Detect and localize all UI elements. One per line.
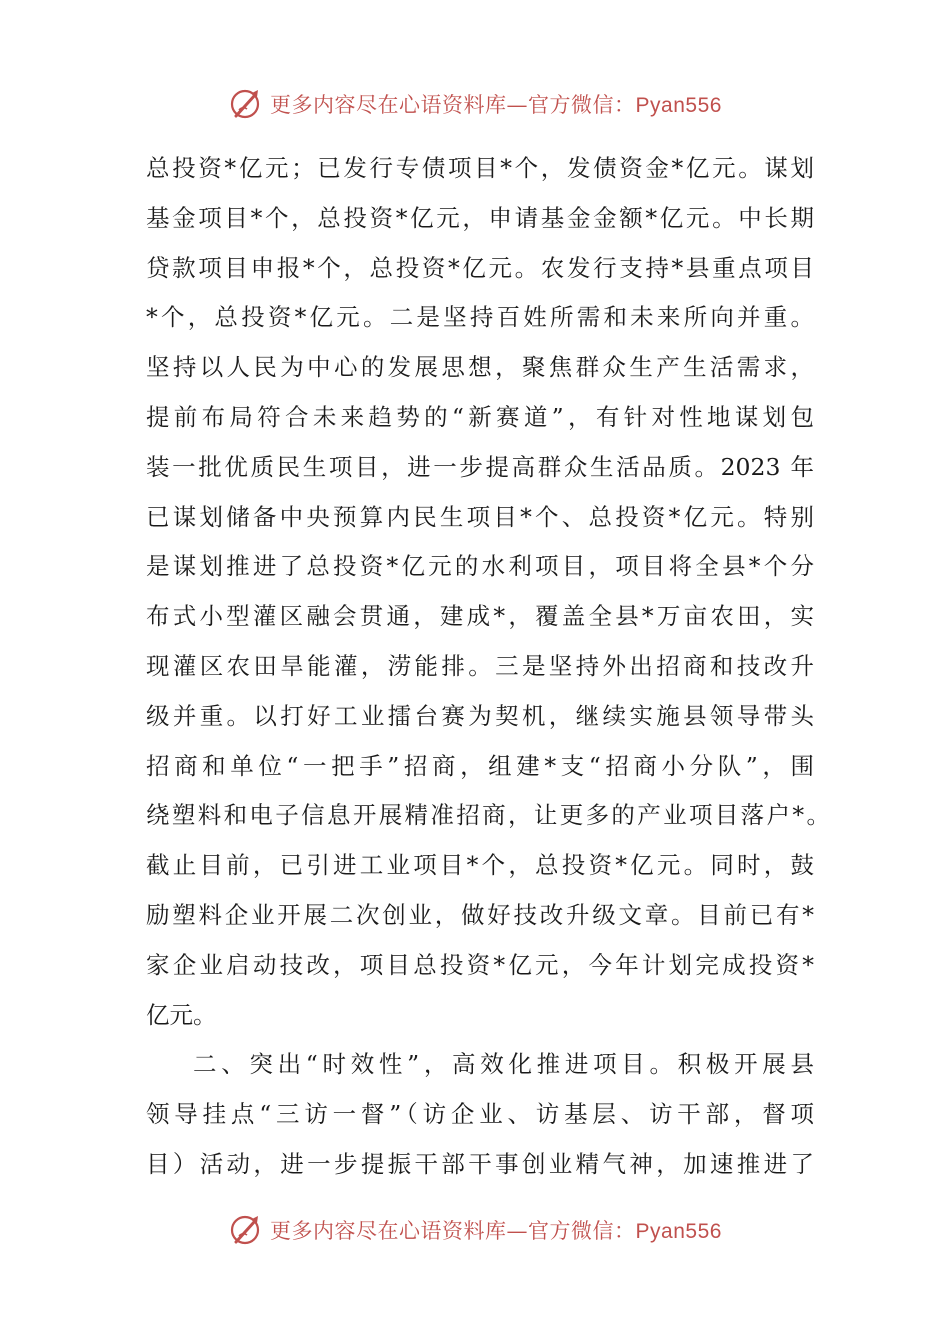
paragraph-line: 亿元。 (146, 1000, 217, 1029)
document-body (146, 144, 830, 1190)
watermark-handle: Pyan556 (635, 94, 722, 117)
paragraph-line: 是谋划推进了总投资*亿元的水利项目，项目将全县*个分 (146, 552, 814, 581)
paragraph-line: 励塑料企业开展二次创业，做好技改升级文章。目前已有* (146, 900, 814, 929)
watermark-handle: Pyan556 (635, 1220, 722, 1243)
paragraph-line: 家企业启动技改，项目总投资*亿元，今年计划完成投资* (146, 950, 814, 979)
paragraph-line: 提前布局符合未来趋势的“新赛道”，有针对性地谋划包 (146, 402, 814, 431)
paragraph-line: 坚持以人民为中心的发展思想，聚焦群众生产生活需求， (146, 353, 814, 382)
paragraph-line: 截止目前，已引进工业项目*个，总投资*亿元。同时，鼓 (146, 851, 814, 880)
paragraph-line: 总投资*亿元；已发行专债项目*个，发债资金*亿元。谋划 (146, 154, 814, 182)
paragraph-line: 布式小型灌区融会贯通，建成*，覆盖全县*万亩农田，实 (146, 602, 814, 631)
watermark-text: 更多内容尽在心语资料库—官方微信：Pyan556 (270, 1219, 722, 1243)
paragraph-line: *个，总投资*亿元。二是坚持百姓所需和未来所向并重。 (146, 303, 814, 332)
watermark-text: 更多内容尽在心语资料库—官方微信：Pyan556 (270, 93, 722, 117)
pen-logo-icon (228, 86, 264, 122)
paragraph-line: 级并重。以打好工业擂台赛为契机，继续实施县领导带头 (146, 701, 814, 730)
paragraph-line: 领导挂点“三访一督”（访企业、访基层、访干部，督项 (146, 1100, 814, 1129)
paragraph-line: 贷款项目申报*个，总投资*亿元。农发行支持*县重点项目 (146, 253, 814, 282)
paragraph-line: 目）活动，进一步提振干部干事创业精气神，加速推进了 (146, 1149, 814, 1178)
paragraph-line: 绕塑料和电子信息开展精准招商，让更多的产业项目落户*。 (146, 801, 830, 830)
pen-logo-icon (228, 1212, 264, 1248)
paragraph-line: 二、突出“时效性”，高效化推进项目。积极开展县 (193, 1050, 814, 1079)
paragraph-line: 招商和单位“一把手”招商，组建*支“招商小分队”，围 (146, 751, 814, 780)
header-watermark (0, 84, 950, 124)
paragraph-line: 基金项目*个，总投资*亿元，申请基金金额*亿元。中长期 (146, 203, 814, 232)
footer-watermark (0, 1210, 950, 1250)
paragraph-line: 装一批优质民生项目，进一步提高群众生活品质。2023 年 (146, 452, 814, 481)
paragraph-line: 现灌区农田旱能灌，涝能排。三是坚持外出招商和技改升 (146, 651, 814, 680)
paragraph-line: 已谋划储备中央预算内民生项目*个、总投资*亿元。特别 (146, 502, 814, 531)
